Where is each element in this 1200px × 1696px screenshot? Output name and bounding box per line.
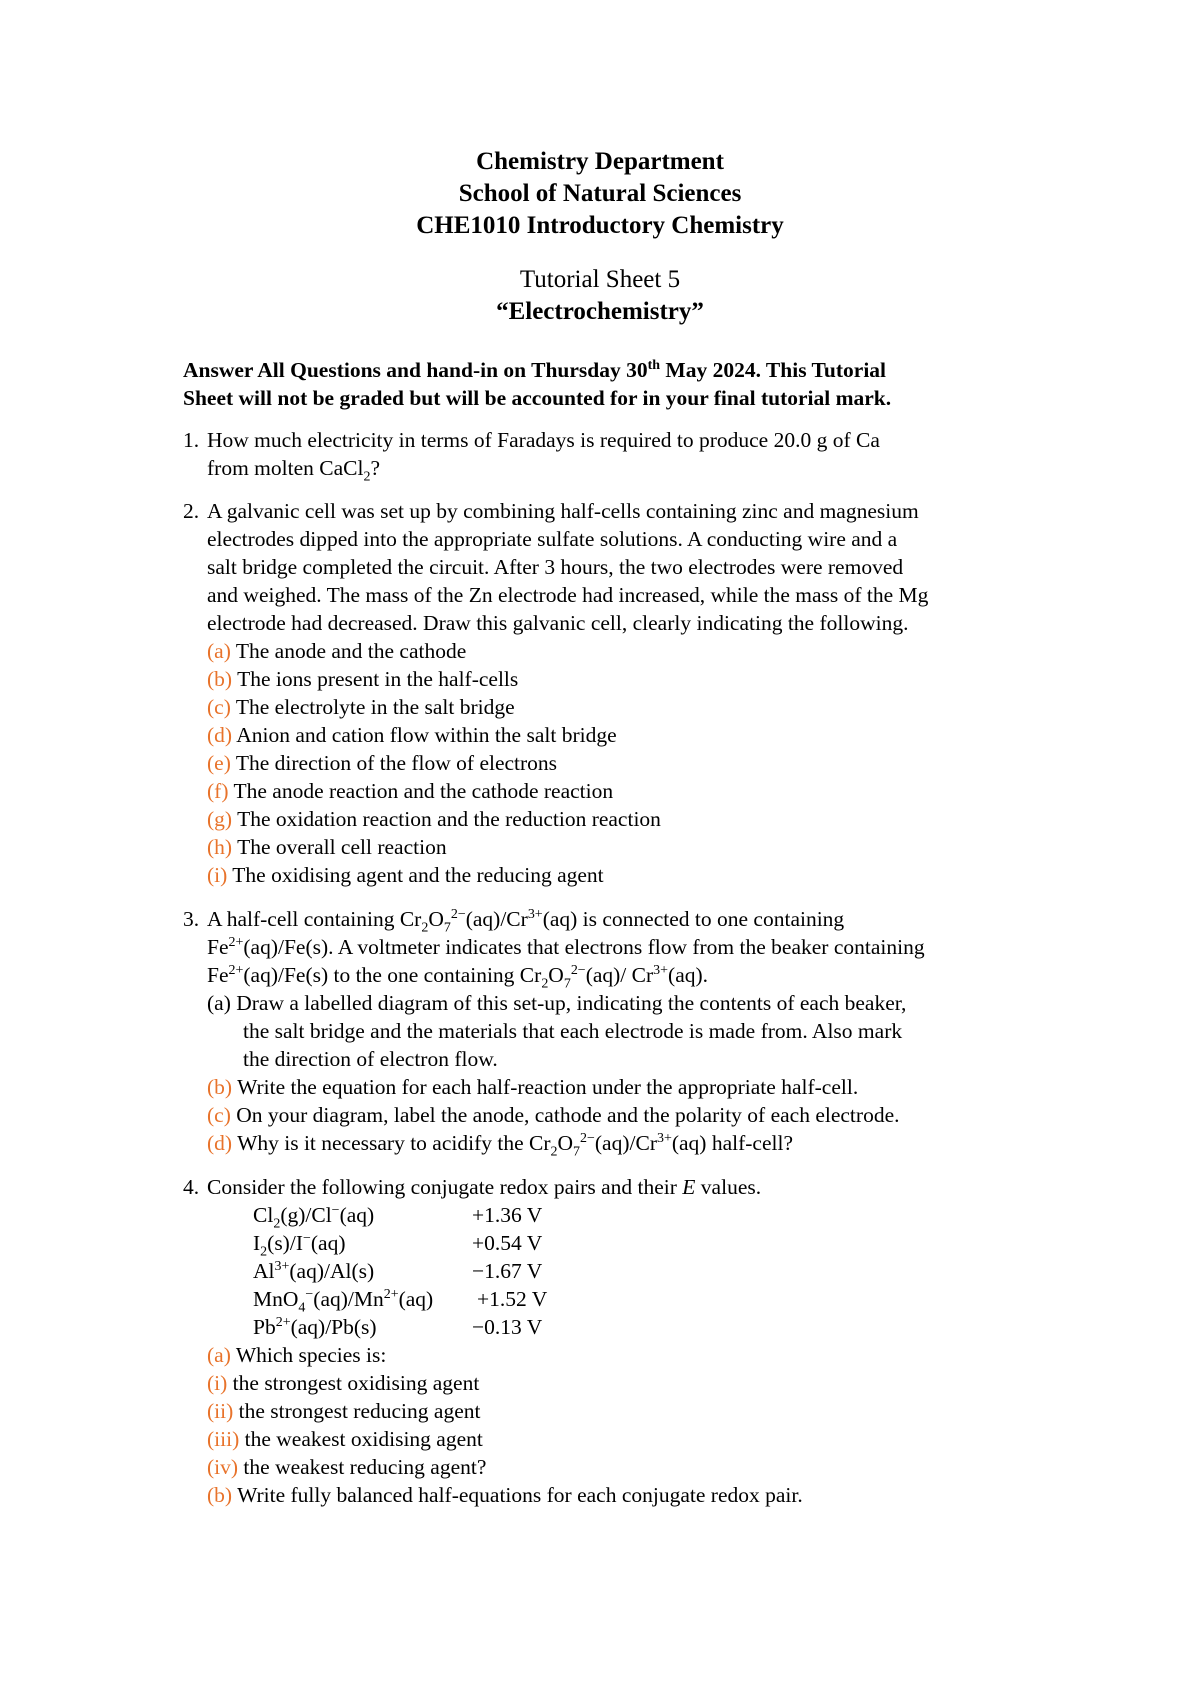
question-3-line-1: A half-cell containing $Cr_2O_7^{2-}(aq)/Cr^{3+}(aq)$ is connected to one containing bbox=[207, 906, 845, 936]
redox-pair-iodine: $I_2(s)/I^-(aq)$ bbox=[253, 1230, 346, 1260]
question-3-part-a-cont: the salt bridge and the materials that each electrode is made from. Also mark bbox=[243, 1019, 903, 1043]
redox-pair-chlorine: $Cl_2(g)/Cl^-(aq)$ bbox=[253, 1202, 375, 1232]
question-2-line: and weighed. The mass of the Zn electrode had increased, while the mass of the Mg bbox=[207, 583, 929, 607]
question-4-number: 4. bbox=[183, 1175, 200, 1199]
question-1-text: How much electricity in terms of Faradays is required to produce 20.0 g of Ca bbox=[207, 428, 880, 452]
redox-value: −1.67 V bbox=[472, 1259, 543, 1283]
question-2-item: (i) The oxidising agent and the reducing agent bbox=[207, 863, 604, 887]
question-2-line: electrode had decreased. Draw this galvanic cell, clearly indicating the following. bbox=[207, 611, 909, 635]
question-2-item: (c) The electrolyte in the salt bridge bbox=[207, 695, 515, 719]
question-2-line: A galvanic cell was set up by combining half-cells containing zinc and magnesium bbox=[207, 499, 919, 523]
instructions-line-1: Answer All Questions and hand-in on Thursday 30th May 2024. This Tutorial bbox=[183, 357, 887, 382]
question-2-item: (h) The overall cell reaction bbox=[207, 835, 447, 859]
redox-pair-aluminium: $Al^{3+}(aq)/Al(s)$ bbox=[253, 1258, 375, 1283]
redox-value: +0.54 V bbox=[472, 1231, 543, 1255]
question-2-line: electrodes dipped into the appropriate sulfate solutions. A conducting wire and a bbox=[207, 527, 898, 551]
question-4-intro: Consider the following conjugate redox pairs and their E values. bbox=[207, 1175, 762, 1199]
question-3-part-a: (a) Draw a labelled diagram of this set-up, indicating the contents of each beaker, bbox=[207, 991, 907, 1015]
question-4-subpart: (iv) the weakest reducing agent? bbox=[207, 1455, 487, 1479]
question-4-subpart: (iii) the weakest oxidising agent bbox=[207, 1427, 483, 1451]
question-4-part-b: (b) Write fully balanced half-equations for each conjugate redox pair. bbox=[207, 1483, 803, 1507]
tutorial-sheet-title: Tutorial Sheet 5 bbox=[519, 266, 681, 293]
question-2-item: (g) The oxidation reaction and the reduction reaction bbox=[207, 807, 661, 831]
question-3-part-a-cont: the direction of electron flow. bbox=[243, 1047, 498, 1071]
question-2-line: salt bridge completed the circuit. After 3 hours, the two electrodes were removed bbox=[207, 555, 904, 579]
question-4-part-a: (a) Which species is: bbox=[207, 1343, 387, 1367]
question-2-item: (e) The direction of the flow of electrons bbox=[207, 751, 558, 775]
redox-value: +1.52 V bbox=[477, 1287, 548, 1311]
redox-value: −0.13 V bbox=[472, 1315, 543, 1339]
question-2-item: (f) The anode reaction and the cathode reaction bbox=[207, 779, 614, 803]
question-3-line-3: $Fe^{2+}(aq)/Fe(s)$ to the one containing $Cr_2O_7^{2-}(aq)/$ $Cr^{3+}(aq)$. bbox=[207, 962, 709, 992]
course-heading: CHE1010 Introductory Chemistry bbox=[416, 212, 784, 239]
question-3-part-b: (b) Write the equation for each half-reaction under the appropriate half-cell. bbox=[207, 1075, 859, 1099]
tutorial-topic-title: “Electrochemistry” bbox=[496, 298, 704, 325]
school-heading: School of Natural Sciences bbox=[458, 180, 742, 207]
redox-value: +1.36 V bbox=[472, 1203, 543, 1227]
question-2-item: (b) The ions present in the half-cells bbox=[207, 667, 519, 691]
question-3-part-c: (c) On your diagram, label the anode, cathode and the polarity of each electrode. bbox=[207, 1103, 900, 1127]
question-3-part-d: (d) Why is it necessary to acidify the $Cr_2O_7^{2-}(aq)/Cr^{3+}(aq)$ half-cell? bbox=[207, 1130, 794, 1160]
question-4-subpart: (ii) the strongest reducing agent bbox=[207, 1399, 481, 1423]
question-3-line-2: $Fe^{2+}(aq)/Fe(s)$. A voltmeter indicates that electrons flow from the beaker containing bbox=[207, 934, 925, 959]
question-4-subpart: (i) the strongest oxidising agent bbox=[207, 1371, 480, 1395]
question-2-item: (d) Anion and cation flow within the salt bridge bbox=[207, 723, 617, 747]
department-heading: Chemistry Department bbox=[476, 148, 724, 175]
redox-pair-permanganate: $MnO_4^-(aq)/Mn^{2+}(aq)$ bbox=[253, 1286, 434, 1316]
instructions-line-2: Sheet will not be graded but will be accounted for in your final tutorial mark. bbox=[183, 386, 892, 410]
question-2-item: (a) The anode and the cathode bbox=[207, 639, 467, 663]
question-2-number: 2. bbox=[183, 499, 200, 523]
question-1-number: 1. bbox=[183, 428, 200, 452]
question-3-number: 3. bbox=[183, 907, 200, 931]
redox-pair-lead: $Pb^{2+}(aq)/Pb(s)$ bbox=[253, 1314, 377, 1339]
question-1-text-cont: from molten CaCl$_2$? bbox=[207, 456, 380, 485]
